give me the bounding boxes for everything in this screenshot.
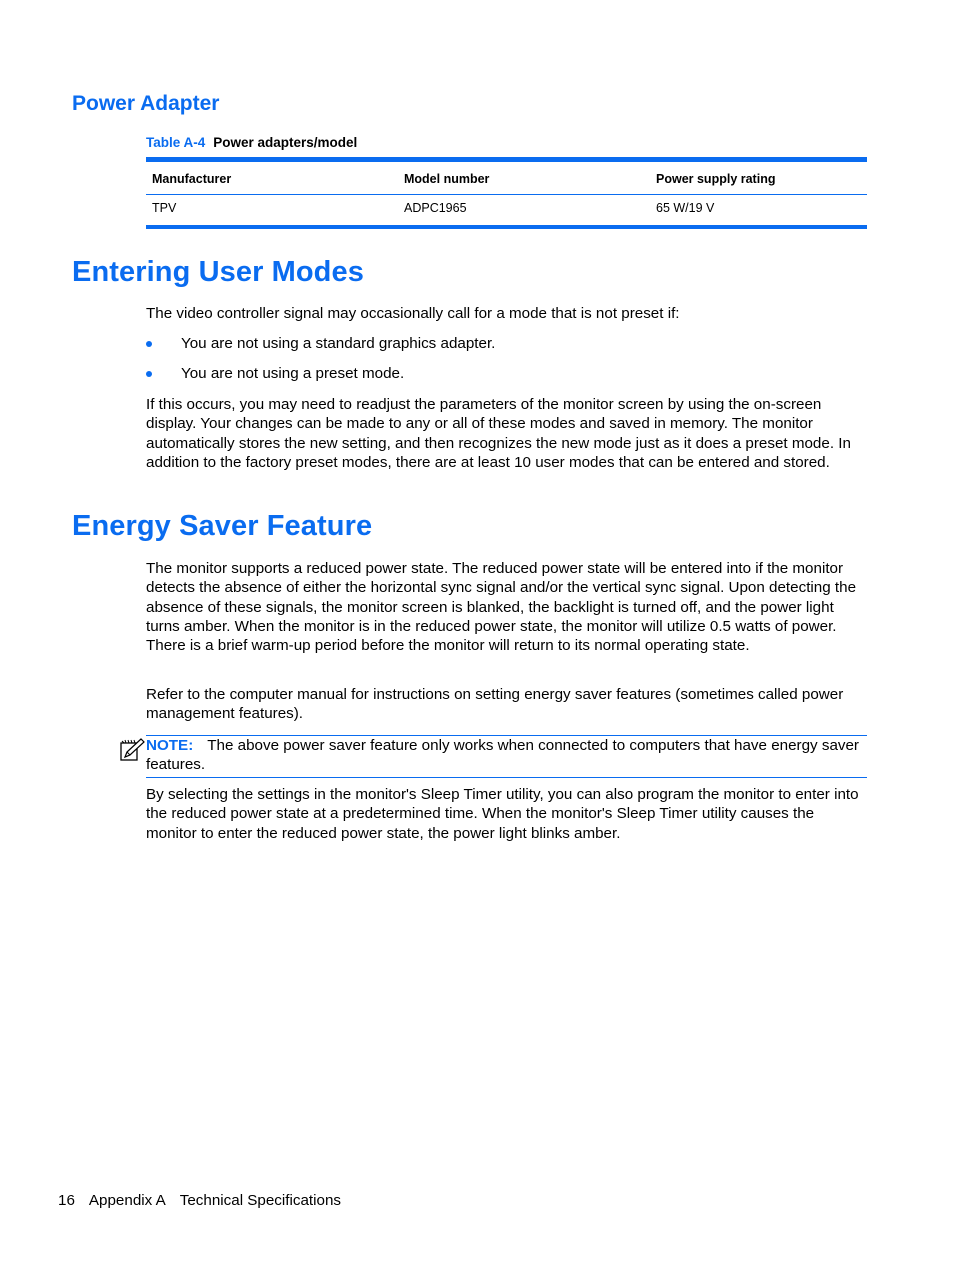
note-text: The above power saver feature only works when connected to computers that have energy saver features.	[146, 737, 859, 774]
column-header-model-number: Model number	[398, 160, 650, 195]
user-modes-intro: The video controller signal may occasionally call for a mode that is not preset if:	[146, 305, 680, 322]
list-item-text: You are not using a preset mode.	[181, 365, 405, 382]
footer-title: Technical Specifications	[179, 1192, 341, 1209]
power-adapter-table	[146, 157, 867, 229]
page-footer	[58, 1192, 355, 1209]
energy-saver-para-3: By selecting the settings in the monitor's Sleep Timer utility, you can also program the monitor to enter into the reduced power state at a predetermined time. When the monitor's Sleep Timer utility causes the monitor to enter the reduced power state, the power light blinks amber.	[146, 786, 859, 842]
note-pencil-icon	[119, 738, 145, 762]
bullet-icon	[146, 341, 152, 347]
cell-power-rating: 65 W/19 V	[656, 201, 715, 215]
user-modes-body: If this occurs, you may need to readjust the parameters of the monitor screen by using the on-screen display. Your changes can be made to any or all of these modes and saved in memory. The monitor automatically stores the new setting, and then recognizes the new mode just as it does a preset mode. In addition to the factory preset modes, there are at least 10 user modes that can be entered and stored.	[146, 396, 851, 471]
column-header-manufacturer: Manufacturer	[146, 160, 398, 195]
section-heading-energy-saver: Energy Saver Feature	[72, 510, 373, 542]
cell-manufacturer: TPV	[152, 201, 177, 215]
table-row	[146, 195, 867, 228]
footer-appendix: Appendix A	[88, 1192, 166, 1209]
energy-saver-para-1: The monitor supports a reduced power state. The reduced power state will be entered into if the monitor detects the absence of either the horizontal sync signal and/or the vertical sync signal. Upon detecting the absence of these signals, the monitor screen is blanked, the backlight is turned off, and the power light turns amber. When the monitor is in the reduced power state, the monitor will utilize 0.5 watts of power. There is a brief warm-up period before the monitor will return to its normal operating state.	[146, 560, 857, 655]
table-header-row	[146, 160, 867, 195]
energy-saver-para-2: Refer to the computer manual for instructions on setting energy saver features (sometimes called power management features).	[146, 686, 844, 723]
note-box	[146, 735, 867, 778]
page-number: 16	[58, 1192, 75, 1209]
note-label: NOTE:	[146, 737, 194, 754]
table-caption	[146, 135, 357, 150]
table-number: Table A-4	[146, 135, 206, 150]
list-item-text: You are not using a standard graphics adapter.	[181, 335, 496, 352]
bullet-icon	[146, 371, 152, 377]
cell-model-number: ADPC1965	[404, 201, 467, 215]
column-header-power-rating: Power supply rating	[650, 160, 867, 195]
section-heading-user-modes: Entering User Modes	[72, 256, 364, 288]
table-title: Power adapters/model	[213, 135, 358, 150]
section-heading-power-adapter: Power Adapter	[72, 92, 220, 115]
